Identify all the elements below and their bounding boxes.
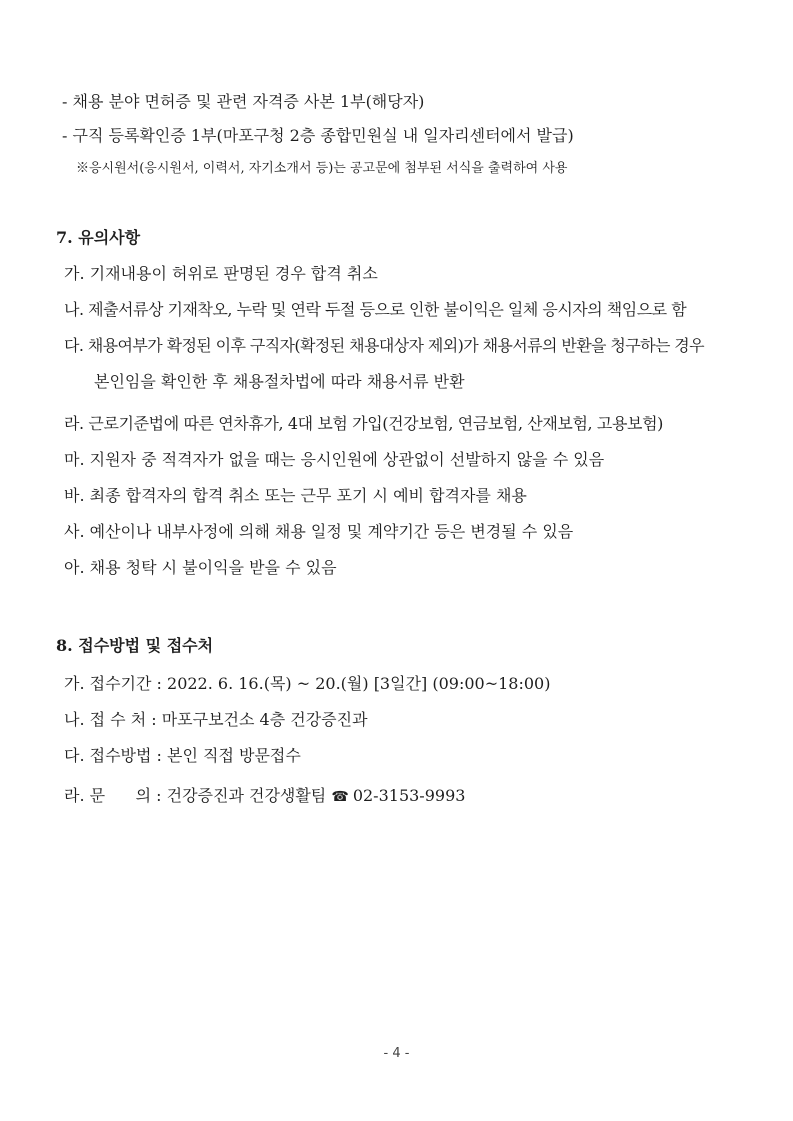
section-7-item-da-continued: 본인임을 확인한 후 채용절차법에 따라 채용서류 반환 — [94, 372, 465, 391]
section-7-item-sa: 사. 예산이나 내부사정에 의해 채용 일정 및 계약기간 등은 변경될 수 있음 — [64, 522, 574, 541]
section-7-item-ga: 가. 기재내용이 허위로 판명된 경우 합격 취소 — [64, 264, 378, 283]
section-7-item-ra: 라. 근로기준법에 따른 연차휴가, 4대 보험 가입(건강보험, 연금보험, 산재보험, 고용보험) — [64, 414, 663, 433]
telephone-icon: ☎ — [331, 789, 349, 805]
section-8-item-contact — [64, 786, 465, 807]
contact-phone: 02-3153-9993 — [352, 786, 466, 805]
section-8-item-period: 가. 접수기간 : 2022. 6. 16.(목) ~ 20.(월) [3일간] (09:00~18:00) — [64, 674, 551, 693]
section-7-item-ma: 마. 지원자 중 적격자가 없을 때는 응시인원에 상관없이 선발하지 않을 수 있음 — [64, 450, 605, 469]
section-7-item-na: 나. 제출서류상 기재착오, 누락 및 연락 두절 등으로 인한 불이익은 일체 응시자의 책임으로 함 — [64, 300, 687, 319]
section-8-item-location: 나. 접 수 처 : 마포구보건소 4층 건강증진과 — [64, 710, 368, 729]
section-7-item-a: 아. 채용 청탁 시 불이익을 받을 수 있음 — [64, 558, 337, 577]
application-form-note: ※응시원서(응시원서, 이력서, 자기소개서 등)는 공고문에 첨부된 서식을 출력하여 사용 — [76, 161, 568, 176]
section-7-item-ba: 바. 최종 합격자의 합격 취소 또는 근무 포기 시 예비 합격자를 채용 — [64, 486, 527, 505]
section-7-title: 7. 유의사항 — [56, 228, 141, 247]
page-number: - 4 - — [383, 1046, 410, 1061]
section-8-item-method: 다. 접수방법 : 본인 직접 방문접수 — [64, 746, 301, 765]
list-item-job-registration: - 구직 등록확인증 1부(마포구청 2층 종합민원실 내 일자리센터에서 발급) — [62, 126, 574, 145]
section-8-title: 8. 접수방법 및 접수처 — [56, 636, 214, 655]
section-7-item-da: 다. 채용여부가 확정된 이후 구직자(확정된 채용대상자 제외)가 채용서류의 반환을 청구하는 경우 — [64, 336, 705, 355]
list-item-license-copy: - 채용 분야 면허증 및 관련 자격증 사본 1부(해당자) — [62, 92, 425, 111]
contact-label: 라. 문 의 : 건강증진과 건강생활팀 — [64, 786, 327, 805]
